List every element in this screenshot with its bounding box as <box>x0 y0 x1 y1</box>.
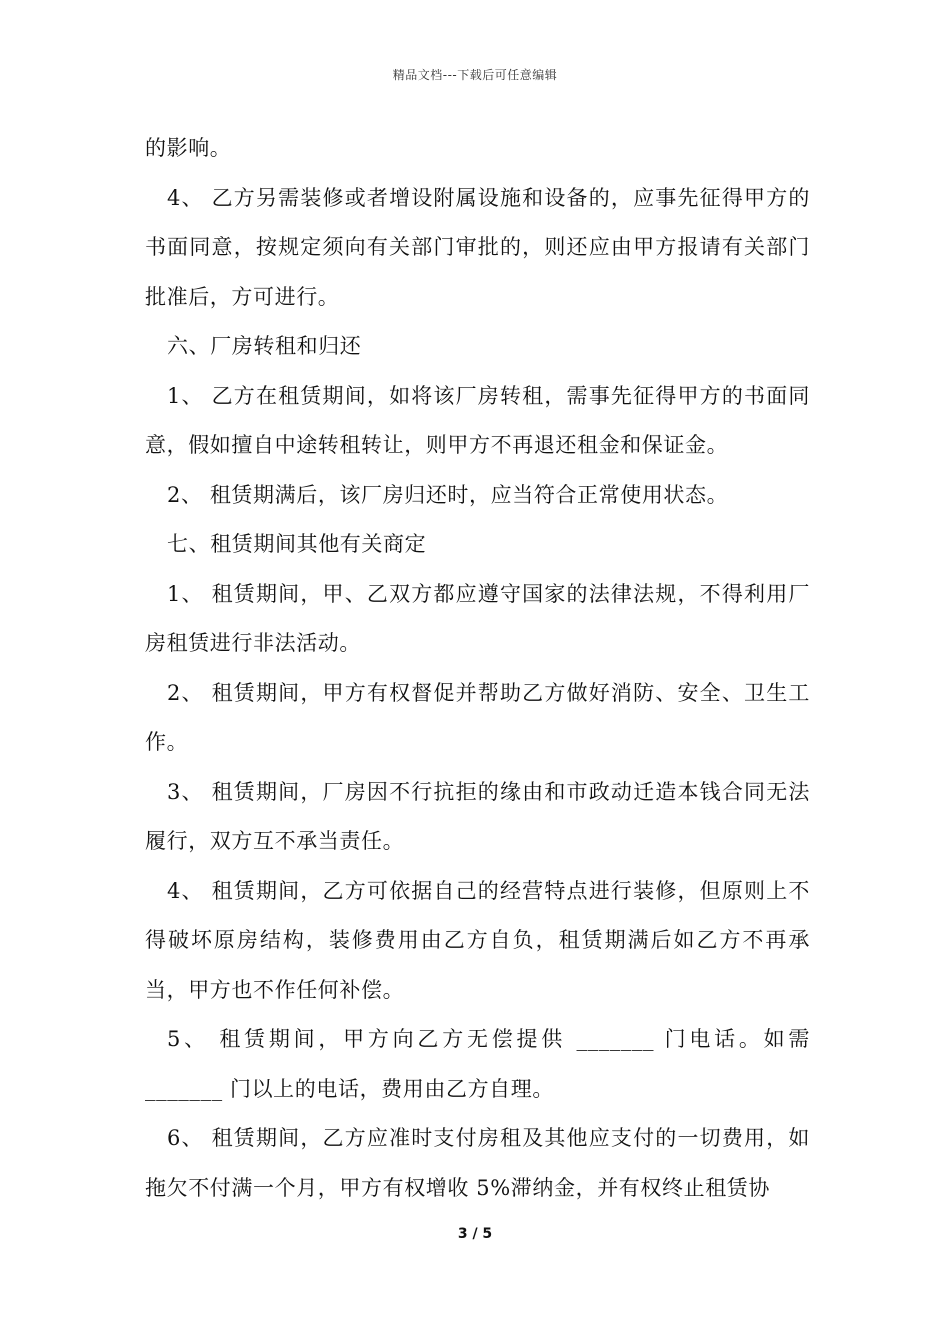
page-header: 精品文档---下载后可任意编辑 <box>392 68 558 82</box>
paragraph-4: 2、 租赁期满后，该厂房归还时，应当符合正常使用状态。 <box>167 482 729 507</box>
document-body <box>145 124 810 1213</box>
paragraph-5: 1、 租赁期间，甲、乙双方都应遵守国家的法律法规，不得利用厂房租赁进行非法活动。 <box>145 581 810 655</box>
paragraph-9: 5、 租赁期间，甲方向乙方无偿提供 _______ 门电话。如需 _______ 门以上的电话，费用由乙方自理。 <box>145 1027 810 1101</box>
paragraph-7: 3、 租赁期间，厂房因不行抗拒的缘由和市政动迁造本钱合同无法履行，双方互不承当责任。 <box>145 779 810 853</box>
paragraph-1: 的影响。 <box>145 136 232 160</box>
page-number: 3 / 5 <box>457 1226 493 1242</box>
paragraph-10: 6、 租赁期间，乙方应准时支付房租及其他应支付的一切费用，如拖欠不付满一个月，甲方有权增收 5%滞纳金，并有权终止租赁协 <box>145 1126 810 1200</box>
paragraph-8: 4、 租赁期间，乙方可依据自己的经营特点进行装修，但原则上不得破坏原房结构，装修费用由乙方自负，租赁期满后如乙方不再承当，甲方也不作任何补偿。 <box>145 878 810 1002</box>
section-heading-7: 七、租赁期间其他有关商定 <box>167 532 427 556</box>
paragraph-2: 4、 乙方另需装修或者增设附属设施和设备的，应事先征得甲方的书面同意，按规定须向有关部门审批的，则还应由甲方报请有关部门批准后，方可进行。 <box>145 185 810 309</box>
section-heading-6: 六、厂房转租和归还 <box>167 334 362 358</box>
paragraph-6: 2、 租赁期间，甲方有权督促并帮助乙方做好消防、安全、卫生工作。 <box>145 680 810 754</box>
paragraph-3: 1、 乙方在租赁期间，如将该厂房转租，需事先征得甲方的书面同意，假如擅自中途转租转让，则甲方不再退还租金和保证金。 <box>145 383 810 457</box>
